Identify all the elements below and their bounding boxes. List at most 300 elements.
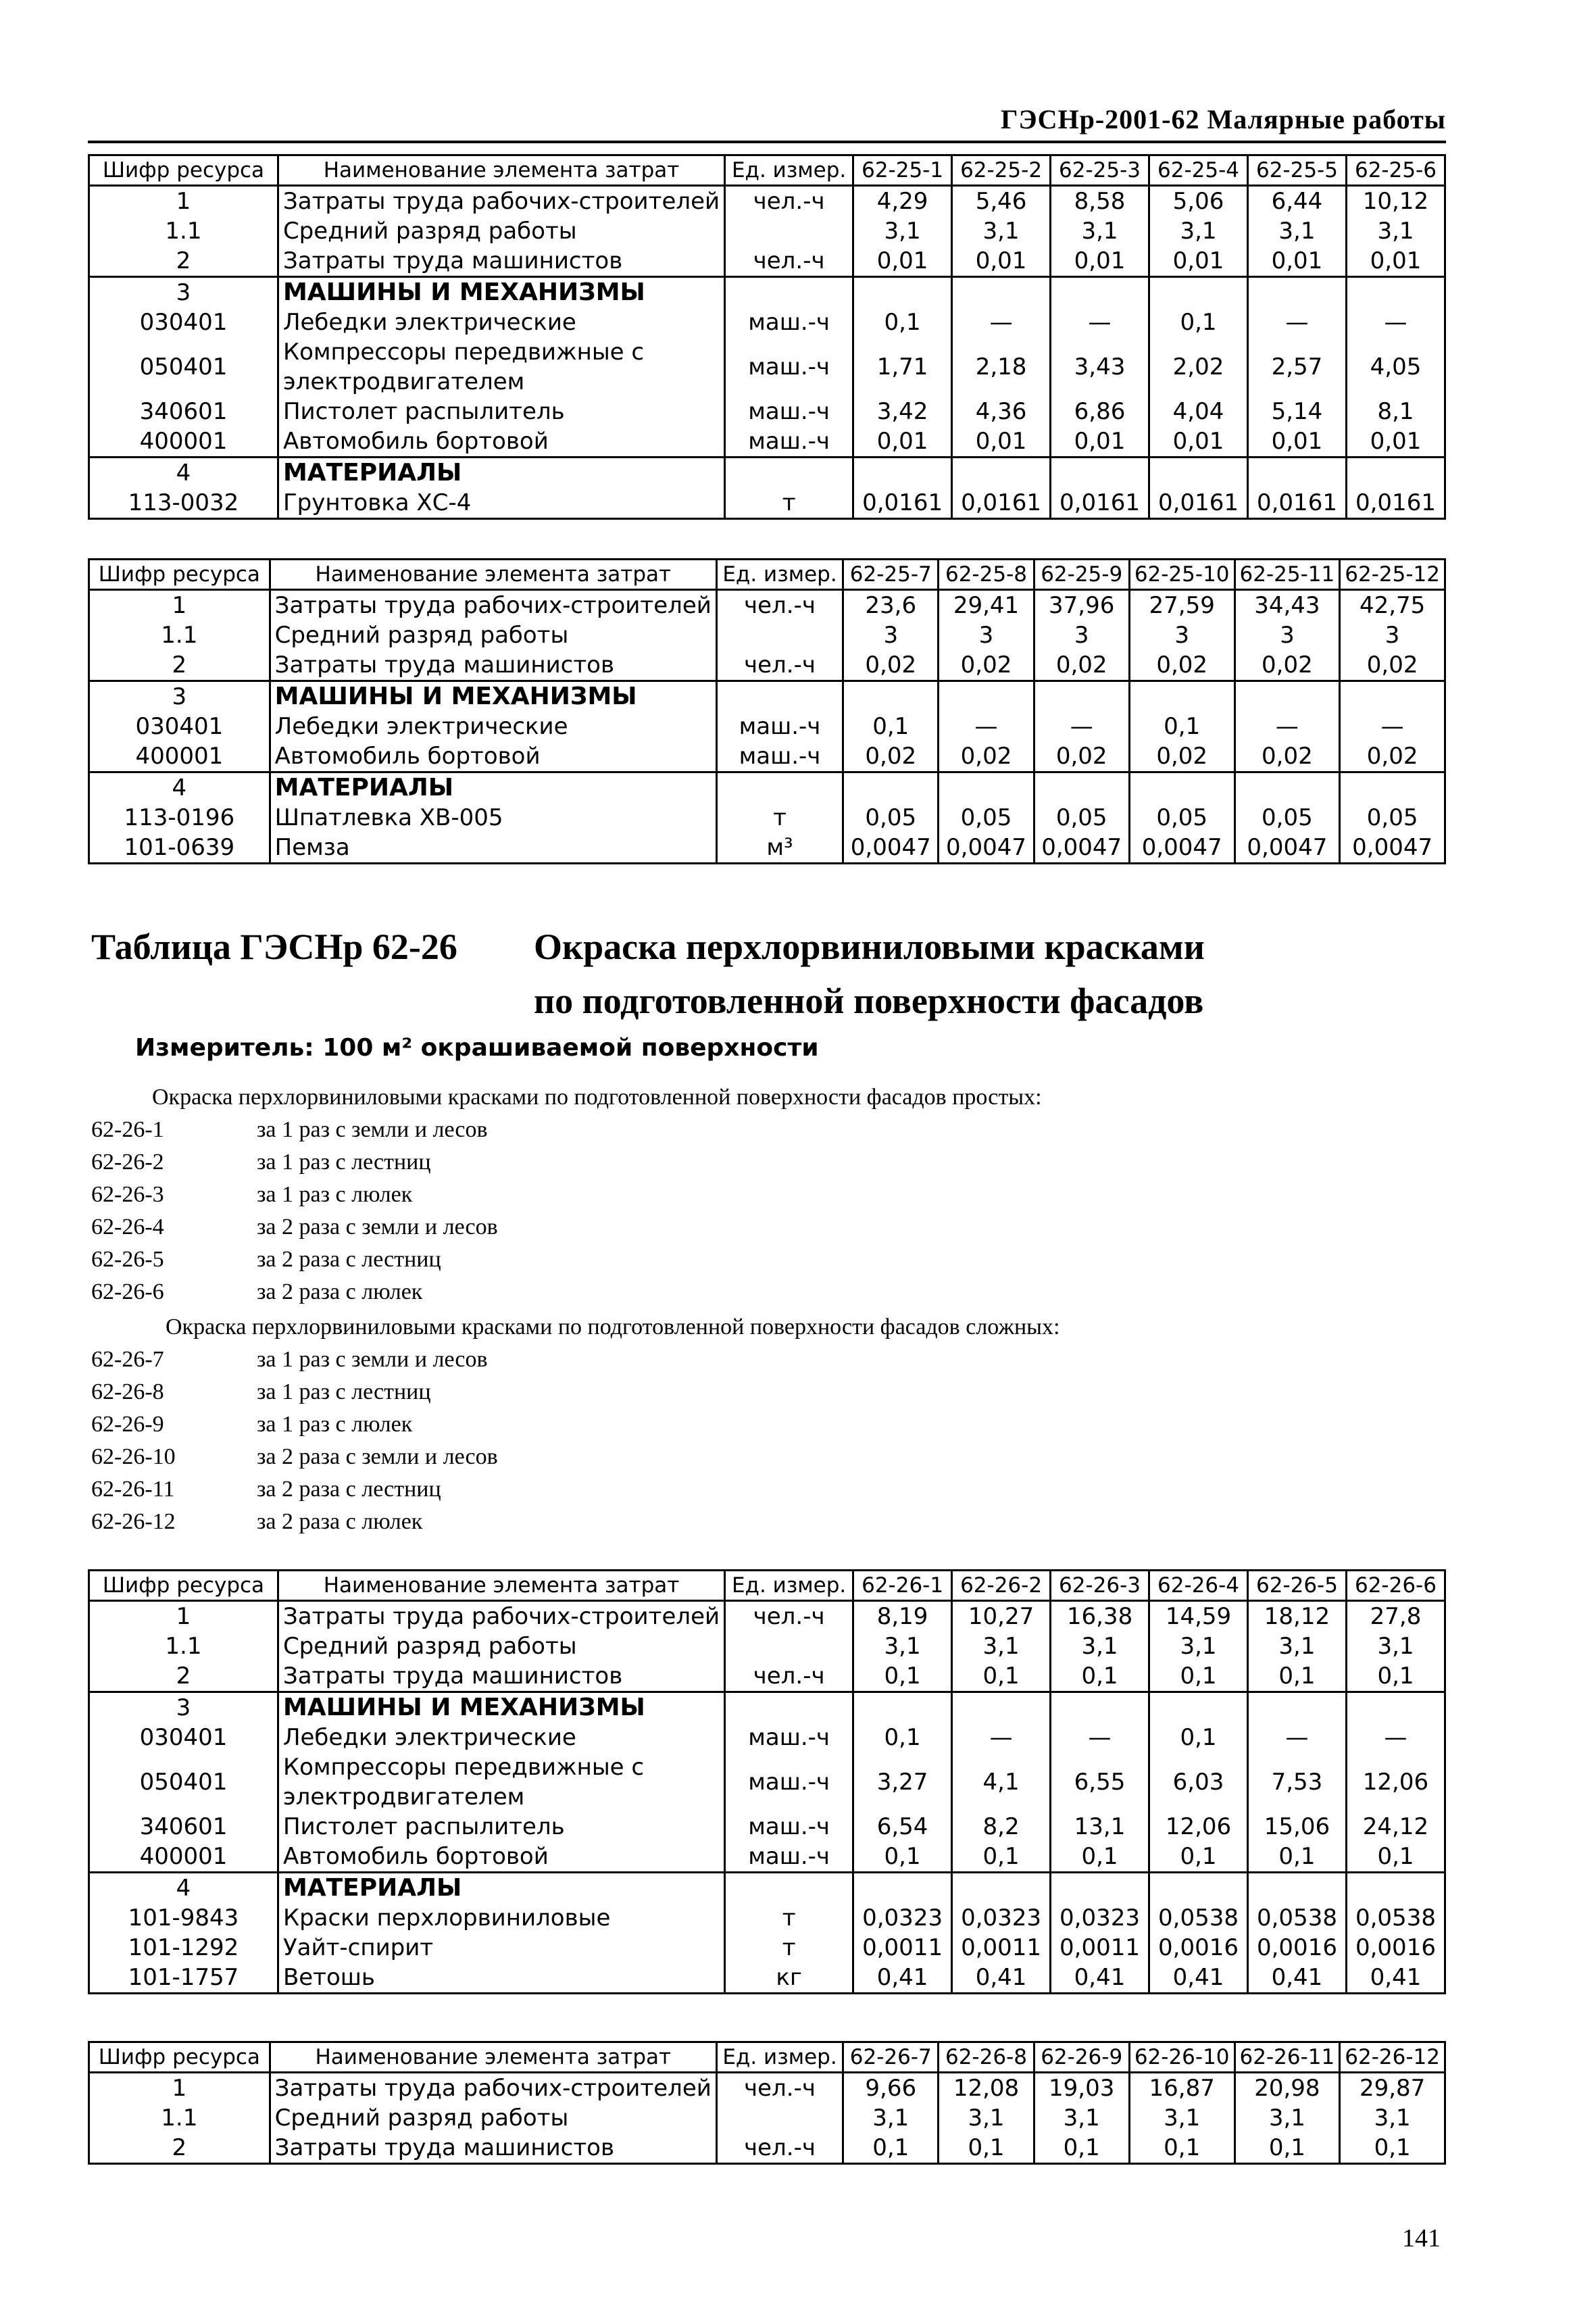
header-unit: Ед. измер. — [725, 1571, 853, 1601]
cell-code: 4 — [89, 1873, 278, 1904]
cell-value: 0,1 — [1149, 1723, 1248, 1752]
cell-value: 0,0047 — [843, 833, 939, 864]
header-norm-code: 62-25-8 — [939, 560, 1034, 590]
cell-unit — [725, 277, 853, 308]
cell-value: 0,1 — [1149, 307, 1248, 337]
variant-item — [91, 1114, 498, 1146]
cell-unit: чел.-ч — [725, 186, 853, 217]
cell-value: 0,01 — [1149, 246, 1248, 277]
cell-value — [1340, 772, 1445, 804]
cell-name: Лебедки электрические — [270, 712, 716, 741]
variant-item — [91, 1244, 498, 1276]
cell-value — [843, 681, 939, 712]
table-row — [89, 741, 1445, 772]
cell-code: 3 — [89, 681, 270, 712]
cell-value: 16,87 — [1129, 2073, 1235, 2104]
cell-code: 3 — [89, 1692, 278, 1723]
cell-value: 29,41 — [939, 590, 1034, 621]
variant-list-complex — [91, 1344, 498, 1538]
cell-value: 3,43 — [1051, 337, 1149, 397]
cell-value: — — [1340, 712, 1445, 741]
table-row — [89, 1661, 1445, 1692]
cell-value: 0,1 — [853, 307, 952, 337]
header-norm-code: 62-26-5 — [1247, 1571, 1346, 1601]
cell-code: 1 — [89, 590, 270, 621]
cell-value — [1235, 772, 1340, 804]
resource-table-62-25-7-12 — [88, 558, 1446, 864]
cell-code: 101-9843 — [89, 1903, 278, 1933]
variant-text: за 2 раза с земли и лесов — [257, 1214, 498, 1239]
cell-value: 0,0161 — [1149, 488, 1248, 519]
header-norm-code: 62-26-2 — [952, 1571, 1051, 1601]
cell-value: 3,1 — [1247, 1631, 1346, 1661]
cell-unit: т — [725, 488, 853, 519]
resource-table-62-26-7-12 — [88, 2041, 1446, 2165]
header-norm-code: 62-26-12 — [1340, 2042, 1445, 2073]
cell-unit: т — [716, 803, 843, 833]
cell-value: 0,1 — [1051, 1842, 1149, 1873]
measurement-unit: Измеритель: 100 м² окрашиваемой поверхности — [135, 1034, 819, 1062]
section-row — [89, 277, 1445, 308]
table-row — [89, 1601, 1445, 1632]
table-row — [89, 397, 1445, 426]
cell-value: 0,1 — [1051, 1661, 1149, 1692]
cell-value — [1247, 1873, 1346, 1904]
cell-code: 101-1292 — [89, 1933, 278, 1963]
cell-value: 0,02 — [843, 741, 939, 772]
cell-value: 0,0161 — [1051, 488, 1149, 519]
table-row — [89, 1933, 1445, 1963]
table-row — [89, 426, 1445, 458]
cell-unit — [716, 620, 843, 650]
table-row — [89, 2103, 1445, 2133]
cell-name: Средний разряд работы — [270, 2103, 716, 2133]
cell-code: 4 — [89, 458, 278, 489]
cell-code: 030401 — [89, 1723, 278, 1752]
cell-code: 113-0196 — [89, 803, 270, 833]
cell-value: 0,0047 — [1235, 833, 1340, 864]
section-row — [89, 1873, 1445, 1904]
cell-value: 20,98 — [1235, 2073, 1340, 2104]
variant-item — [91, 1376, 498, 1408]
header-norm-code: 62-25-5 — [1247, 155, 1346, 186]
cell-value: 34,43 — [1235, 590, 1340, 621]
cell-value: 3,1 — [1235, 2103, 1340, 2133]
cell-value: — — [1247, 307, 1346, 337]
cell-code: 340601 — [89, 397, 278, 426]
table-row — [89, 216, 1445, 246]
header-norm-code: 62-26-11 — [1235, 2042, 1340, 2073]
cell-value — [1149, 1692, 1248, 1723]
variant-item — [91, 1211, 498, 1244]
cell-name: МАШИНЫ И МЕХАНИЗМЫ — [278, 1692, 724, 1723]
cell-name: МАТЕРИАЛЫ — [278, 1873, 724, 1904]
header-norm-code: 62-25-1 — [853, 155, 952, 186]
cell-value: — — [1247, 1723, 1346, 1752]
cell-value: 0,1 — [1149, 1842, 1248, 1873]
header-norm-code: 62-26-8 — [939, 2042, 1034, 2073]
table-header-row — [89, 155, 1445, 186]
cell-value: 3,1 — [1051, 216, 1149, 246]
variant-text: за 1 раз с люлек — [257, 1412, 413, 1437]
table-row — [89, 712, 1445, 741]
cell-value: 3 — [1129, 620, 1235, 650]
cell-name: Краски перхлорвиниловые — [278, 1903, 724, 1933]
cell-name: Лебедки электрические — [278, 1723, 724, 1752]
cell-value: — — [952, 307, 1051, 337]
cell-unit: чел.-ч — [716, 2133, 843, 2164]
section-row — [89, 772, 1445, 804]
cell-unit: чел.-ч — [725, 1601, 853, 1632]
cell-value: 24,12 — [1346, 1812, 1445, 1842]
cell-name: Автомобиль бортовой — [270, 741, 716, 772]
cell-name: Уайт-спирит — [278, 1933, 724, 1963]
cell-value: 8,1 — [1346, 397, 1445, 426]
cell-value: 0,02 — [1340, 650, 1445, 681]
cell-value: 0,0016 — [1149, 1933, 1248, 1963]
cell-value: 0,0047 — [939, 833, 1034, 864]
cell-name: Затраты труда рабочих-строителей — [278, 186, 724, 217]
variant-item — [91, 1473, 498, 1506]
page-header — [88, 95, 1446, 143]
resource-table-62-26-1-6 — [88, 1569, 1446, 1994]
cell-value: 0,0161 — [1346, 488, 1445, 519]
cell-value — [1346, 1873, 1445, 1904]
variant-code: 62-26-2 — [91, 1150, 164, 1175]
cell-value: 7,53 — [1247, 1752, 1346, 1812]
cell-name: МАШИНЫ И МЕХАНИЗМЫ — [270, 681, 716, 712]
variant-text: за 2 раза с люлек — [257, 1279, 423, 1304]
cell-value: 6,54 — [853, 1812, 952, 1842]
cell-value: 0,1 — [1346, 1661, 1445, 1692]
cell-unit — [716, 2103, 843, 2133]
cell-name: Средний разряд работы — [278, 1631, 724, 1661]
cell-value: 3 — [1235, 620, 1340, 650]
cell-value: 0,1 — [939, 2133, 1034, 2164]
cell-value: 0,1 — [1340, 2133, 1445, 2164]
cell-value: 0,1 — [853, 1842, 952, 1873]
cell-value — [1149, 458, 1248, 489]
cell-value: 0,0161 — [853, 488, 952, 519]
cell-value: 0,41 — [952, 1963, 1051, 1994]
header-norm-code: 62-25-3 — [1051, 155, 1149, 186]
cell-code: 400001 — [89, 1842, 278, 1873]
variant-item — [91, 1344, 498, 1376]
cell-value: 0,0011 — [952, 1933, 1051, 1963]
table-row — [89, 488, 1445, 519]
variant-item — [91, 1506, 498, 1538]
cell-value: 0,0538 — [1149, 1903, 1248, 1933]
cell-value: 0,0016 — [1247, 1933, 1346, 1963]
cell-value: 12,06 — [1346, 1752, 1445, 1812]
cell-value — [1034, 772, 1129, 804]
cell-value — [939, 772, 1034, 804]
header-norm-code: 62-25-11 — [1235, 560, 1340, 590]
header-name: Наименование элемента затрат — [270, 560, 716, 590]
table-row — [89, 307, 1445, 337]
cell-unit: чел.-ч — [716, 650, 843, 681]
variant-text: за 1 раз с лестниц — [257, 1150, 431, 1175]
intro-simple: Окраска перхлорвиниловыми красками по подготовленной поверхности фасадов простых: — [152, 1085, 1042, 1110]
cell-value: 6,44 — [1247, 186, 1346, 217]
cell-value: 6,55 — [1051, 1752, 1149, 1812]
table-caption-title-line1: Окраска перхлорвиниловыми красками — [534, 927, 1205, 967]
cell-value: 3,1 — [1346, 1631, 1445, 1661]
header-norm-code: 62-26-9 — [1034, 2042, 1129, 2073]
cell-value: 3,1 — [952, 1631, 1051, 1661]
cell-value — [1346, 277, 1445, 308]
cell-code: 4 — [89, 772, 270, 804]
cell-value: 0,02 — [1235, 650, 1340, 681]
cell-name: Грунтовка ХС-4 — [278, 488, 724, 519]
cell-value: 0,02 — [1235, 741, 1340, 772]
header-code: Шифр ресурса — [89, 2042, 270, 2073]
cell-value: 3,1 — [1340, 2103, 1445, 2133]
header-norm-code: 62-25-4 — [1149, 155, 1248, 186]
table-row — [89, 620, 1445, 650]
cell-value: 0,02 — [939, 650, 1034, 681]
cell-value: 19,03 — [1034, 2073, 1129, 2104]
cell-value: 9,66 — [843, 2073, 939, 2104]
header-norm-code: 62-25-12 — [1340, 560, 1445, 590]
section-row — [89, 458, 1445, 489]
variant-item — [91, 1146, 498, 1179]
cell-value: 0,1 — [853, 1661, 952, 1692]
cell-value: 0,0011 — [1051, 1933, 1149, 1963]
cell-value: 0,1 — [1247, 1842, 1346, 1873]
cell-value: — — [1235, 712, 1340, 741]
cell-value — [843, 772, 939, 804]
variant-code: 62-26-11 — [91, 1477, 175, 1502]
cell-value: 0,05 — [1235, 803, 1340, 833]
cell-value — [853, 1873, 952, 1904]
cell-name: МАТЕРИАЛЫ — [278, 458, 724, 489]
cell-value: 0,41 — [853, 1963, 952, 1994]
cell-value: 27,59 — [1129, 590, 1235, 621]
cell-code: 340601 — [89, 1812, 278, 1842]
cell-code: 400001 — [89, 741, 270, 772]
cell-value: 0,41 — [1149, 1963, 1248, 1994]
cell-unit — [725, 216, 853, 246]
cell-value: 0,01 — [1051, 246, 1149, 277]
cell-value: 3,1 — [1247, 216, 1346, 246]
cell-value: 3,1 — [853, 216, 952, 246]
resource-table-62-25-1-6 — [88, 154, 1446, 520]
cell-value: 0,0323 — [952, 1903, 1051, 1933]
cell-unit: маш.-ч — [725, 397, 853, 426]
cell-unit — [716, 772, 843, 804]
cell-unit: чел.-ч — [725, 1661, 853, 1692]
cell-value: 37,96 — [1034, 590, 1129, 621]
cell-value: 0,41 — [1247, 1963, 1346, 1994]
variant-code: 62-26-4 — [91, 1214, 164, 1239]
cell-value: 5,14 — [1247, 397, 1346, 426]
header-norm-code: 62-25-2 — [952, 155, 1051, 186]
cell-value: 0,1 — [853, 1723, 952, 1752]
header-unit: Ед. измер. — [716, 560, 843, 590]
cell-value — [952, 458, 1051, 489]
cell-value: 0,02 — [1129, 741, 1235, 772]
cell-name: Пемза — [270, 833, 716, 864]
cell-value: 4,29 — [853, 186, 952, 217]
table-header-row — [89, 1571, 1445, 1601]
cell-unit: маш.-ч — [716, 741, 843, 772]
cell-value: 2,18 — [952, 337, 1051, 397]
variant-item — [91, 1179, 498, 1211]
cell-code: 1.1 — [89, 1631, 278, 1661]
cell-code: 030401 — [89, 712, 270, 741]
cell-value: 0,02 — [1129, 650, 1235, 681]
variant-code: 62-26-10 — [91, 1444, 176, 1469]
cell-value: 0,1 — [1346, 1842, 1445, 1873]
cell-value: 27,8 — [1346, 1601, 1445, 1632]
cell-value: 0,0016 — [1346, 1933, 1445, 1963]
cell-value: 0,1 — [1149, 1661, 1248, 1692]
cell-value: 6,03 — [1149, 1752, 1248, 1812]
cell-value: 8,58 — [1051, 186, 1149, 217]
variant-text: за 2 раза с лестниц — [257, 1247, 441, 1272]
header-norm-code: 62-25-10 — [1129, 560, 1235, 590]
cell-value: 8,19 — [853, 1601, 952, 1632]
cell-value: 10,12 — [1346, 186, 1445, 217]
cell-value: 3,1 — [952, 216, 1051, 246]
cell-unit: маш.-ч — [725, 426, 853, 458]
cell-value: 0,0047 — [1129, 833, 1235, 864]
header-name: Наименование элемента затрат — [278, 1571, 724, 1601]
cell-code: 101-0639 — [89, 833, 270, 864]
cell-unit — [725, 1873, 853, 1904]
cell-value — [1034, 681, 1129, 712]
variant-code: 62-26-1 — [91, 1117, 164, 1142]
cell-value: — — [939, 712, 1034, 741]
cell-value: 42,75 — [1340, 590, 1445, 621]
cell-value: 0,01 — [1346, 426, 1445, 458]
variant-text: за 1 раз с лестниц — [257, 1379, 431, 1404]
cell-value: 0,05 — [1340, 803, 1445, 833]
cell-value — [853, 1692, 952, 1723]
cell-value: 0,01 — [1051, 426, 1149, 458]
cell-unit — [725, 1631, 853, 1661]
header-code: Шифр ресурса — [89, 1571, 278, 1601]
cell-name: Средний разряд работы — [270, 620, 716, 650]
header-unit: Ед. измер. — [725, 155, 853, 186]
cell-value — [1051, 1873, 1149, 1904]
cell-value: 16,38 — [1051, 1601, 1149, 1632]
cell-value: 3,1 — [1149, 1631, 1248, 1661]
cell-unit: маш.-ч — [725, 1842, 853, 1873]
cell-value: 0,05 — [843, 803, 939, 833]
cell-value: 3,42 — [853, 397, 952, 426]
cell-value: — — [1051, 1723, 1149, 1752]
cell-value: 0,05 — [1034, 803, 1129, 833]
intro-complex: Окраска перхлорвиниловыми красками по подготовленной поверхности фасадов сложных: — [166, 1314, 1060, 1339]
cell-value: 0,1 — [1129, 712, 1235, 741]
cell-name: Затраты труда машинистов — [278, 246, 724, 277]
header-code: Шифр ресурса — [89, 155, 278, 186]
variant-item — [91, 1276, 498, 1308]
header-norm-code: 62-26-1 — [853, 1571, 952, 1601]
table-caption-number: Таблица ГЭСНр 62-26 — [91, 927, 457, 967]
cell-value: 12,06 — [1149, 1812, 1248, 1842]
cell-value: 3 — [1340, 620, 1445, 650]
cell-name: Ветошь — [278, 1963, 724, 1994]
header-norm-code: 62-26-7 — [843, 2042, 939, 2073]
cell-code: 1.1 — [89, 216, 278, 246]
cell-value: 3,1 — [843, 2103, 939, 2133]
cell-value — [1149, 277, 1248, 308]
cell-unit — [725, 458, 853, 489]
cell-value: 0,0047 — [1034, 833, 1129, 864]
cell-value: 4,1 — [952, 1752, 1051, 1812]
cell-value: 10,27 — [952, 1601, 1051, 1632]
cell-value: 0,02 — [1340, 741, 1445, 772]
cell-code: 3 — [89, 277, 278, 308]
cell-value: 4,36 — [952, 397, 1051, 426]
cell-unit: чел.-ч — [725, 246, 853, 277]
cell-value — [1247, 277, 1346, 308]
table-row — [89, 186, 1445, 217]
cell-value: 4,05 — [1346, 337, 1445, 397]
cell-name: МАТЕРИАЛЫ — [270, 772, 716, 804]
variant-code: 62-26-6 — [91, 1279, 164, 1304]
cell-code: 1.1 — [89, 2103, 270, 2133]
cell-code: 2 — [89, 650, 270, 681]
header-norm-code: 62-25-7 — [843, 560, 939, 590]
variant-text: за 1 раз с земли и лесов — [257, 1347, 488, 1372]
table-row — [89, 1631, 1445, 1661]
cell-value: 14,59 — [1149, 1601, 1248, 1632]
variant-code: 62-26-8 — [91, 1379, 164, 1404]
cell-code: 1 — [89, 1601, 278, 1632]
table-row — [89, 833, 1445, 864]
cell-unit: маш.-ч — [725, 1723, 853, 1752]
header-norm-code: 62-25-6 — [1346, 155, 1445, 186]
cell-value: 1,71 — [853, 337, 952, 397]
header-norm-code: 62-26-3 — [1051, 1571, 1149, 1601]
cell-value — [1051, 458, 1149, 489]
variant-item — [91, 1408, 498, 1441]
header-name: Наименование элемента затрат — [278, 155, 724, 186]
variant-list-simple — [91, 1114, 498, 1308]
cell-unit: маш.-ч — [725, 1752, 853, 1812]
cell-value — [1340, 681, 1445, 712]
table-row — [89, 650, 1445, 681]
cell-value — [1346, 1692, 1445, 1723]
cell-value: 0,01 — [1149, 426, 1248, 458]
cell-value — [853, 277, 952, 308]
cell-value: 23,6 — [843, 590, 939, 621]
cell-value — [952, 1873, 1051, 1904]
cell-code: 2 — [89, 2133, 270, 2164]
table-row — [89, 337, 1445, 397]
table-row — [89, 1963, 1445, 1994]
cell-value — [1051, 277, 1149, 308]
table-row — [89, 246, 1445, 277]
cell-value — [1247, 1692, 1346, 1723]
table-header-row — [89, 2042, 1445, 2073]
cell-value — [1149, 1873, 1248, 1904]
cell-name: Затраты труда рабочих-строителей — [270, 590, 716, 621]
variant-code: 62-26-3 — [91, 1182, 164, 1207]
cell-unit: т — [725, 1903, 853, 1933]
cell-value: 3 — [939, 620, 1034, 650]
cell-name: Компрессоры передвижные с электродвигателем — [278, 1752, 724, 1812]
table-row — [89, 2073, 1445, 2104]
table-row — [89, 1903, 1445, 1933]
cell-unit: маш.-ч — [725, 1812, 853, 1842]
cell-name: Пистолет распылитель — [278, 1812, 724, 1842]
cell-value: 0,1 — [1034, 2133, 1129, 2164]
